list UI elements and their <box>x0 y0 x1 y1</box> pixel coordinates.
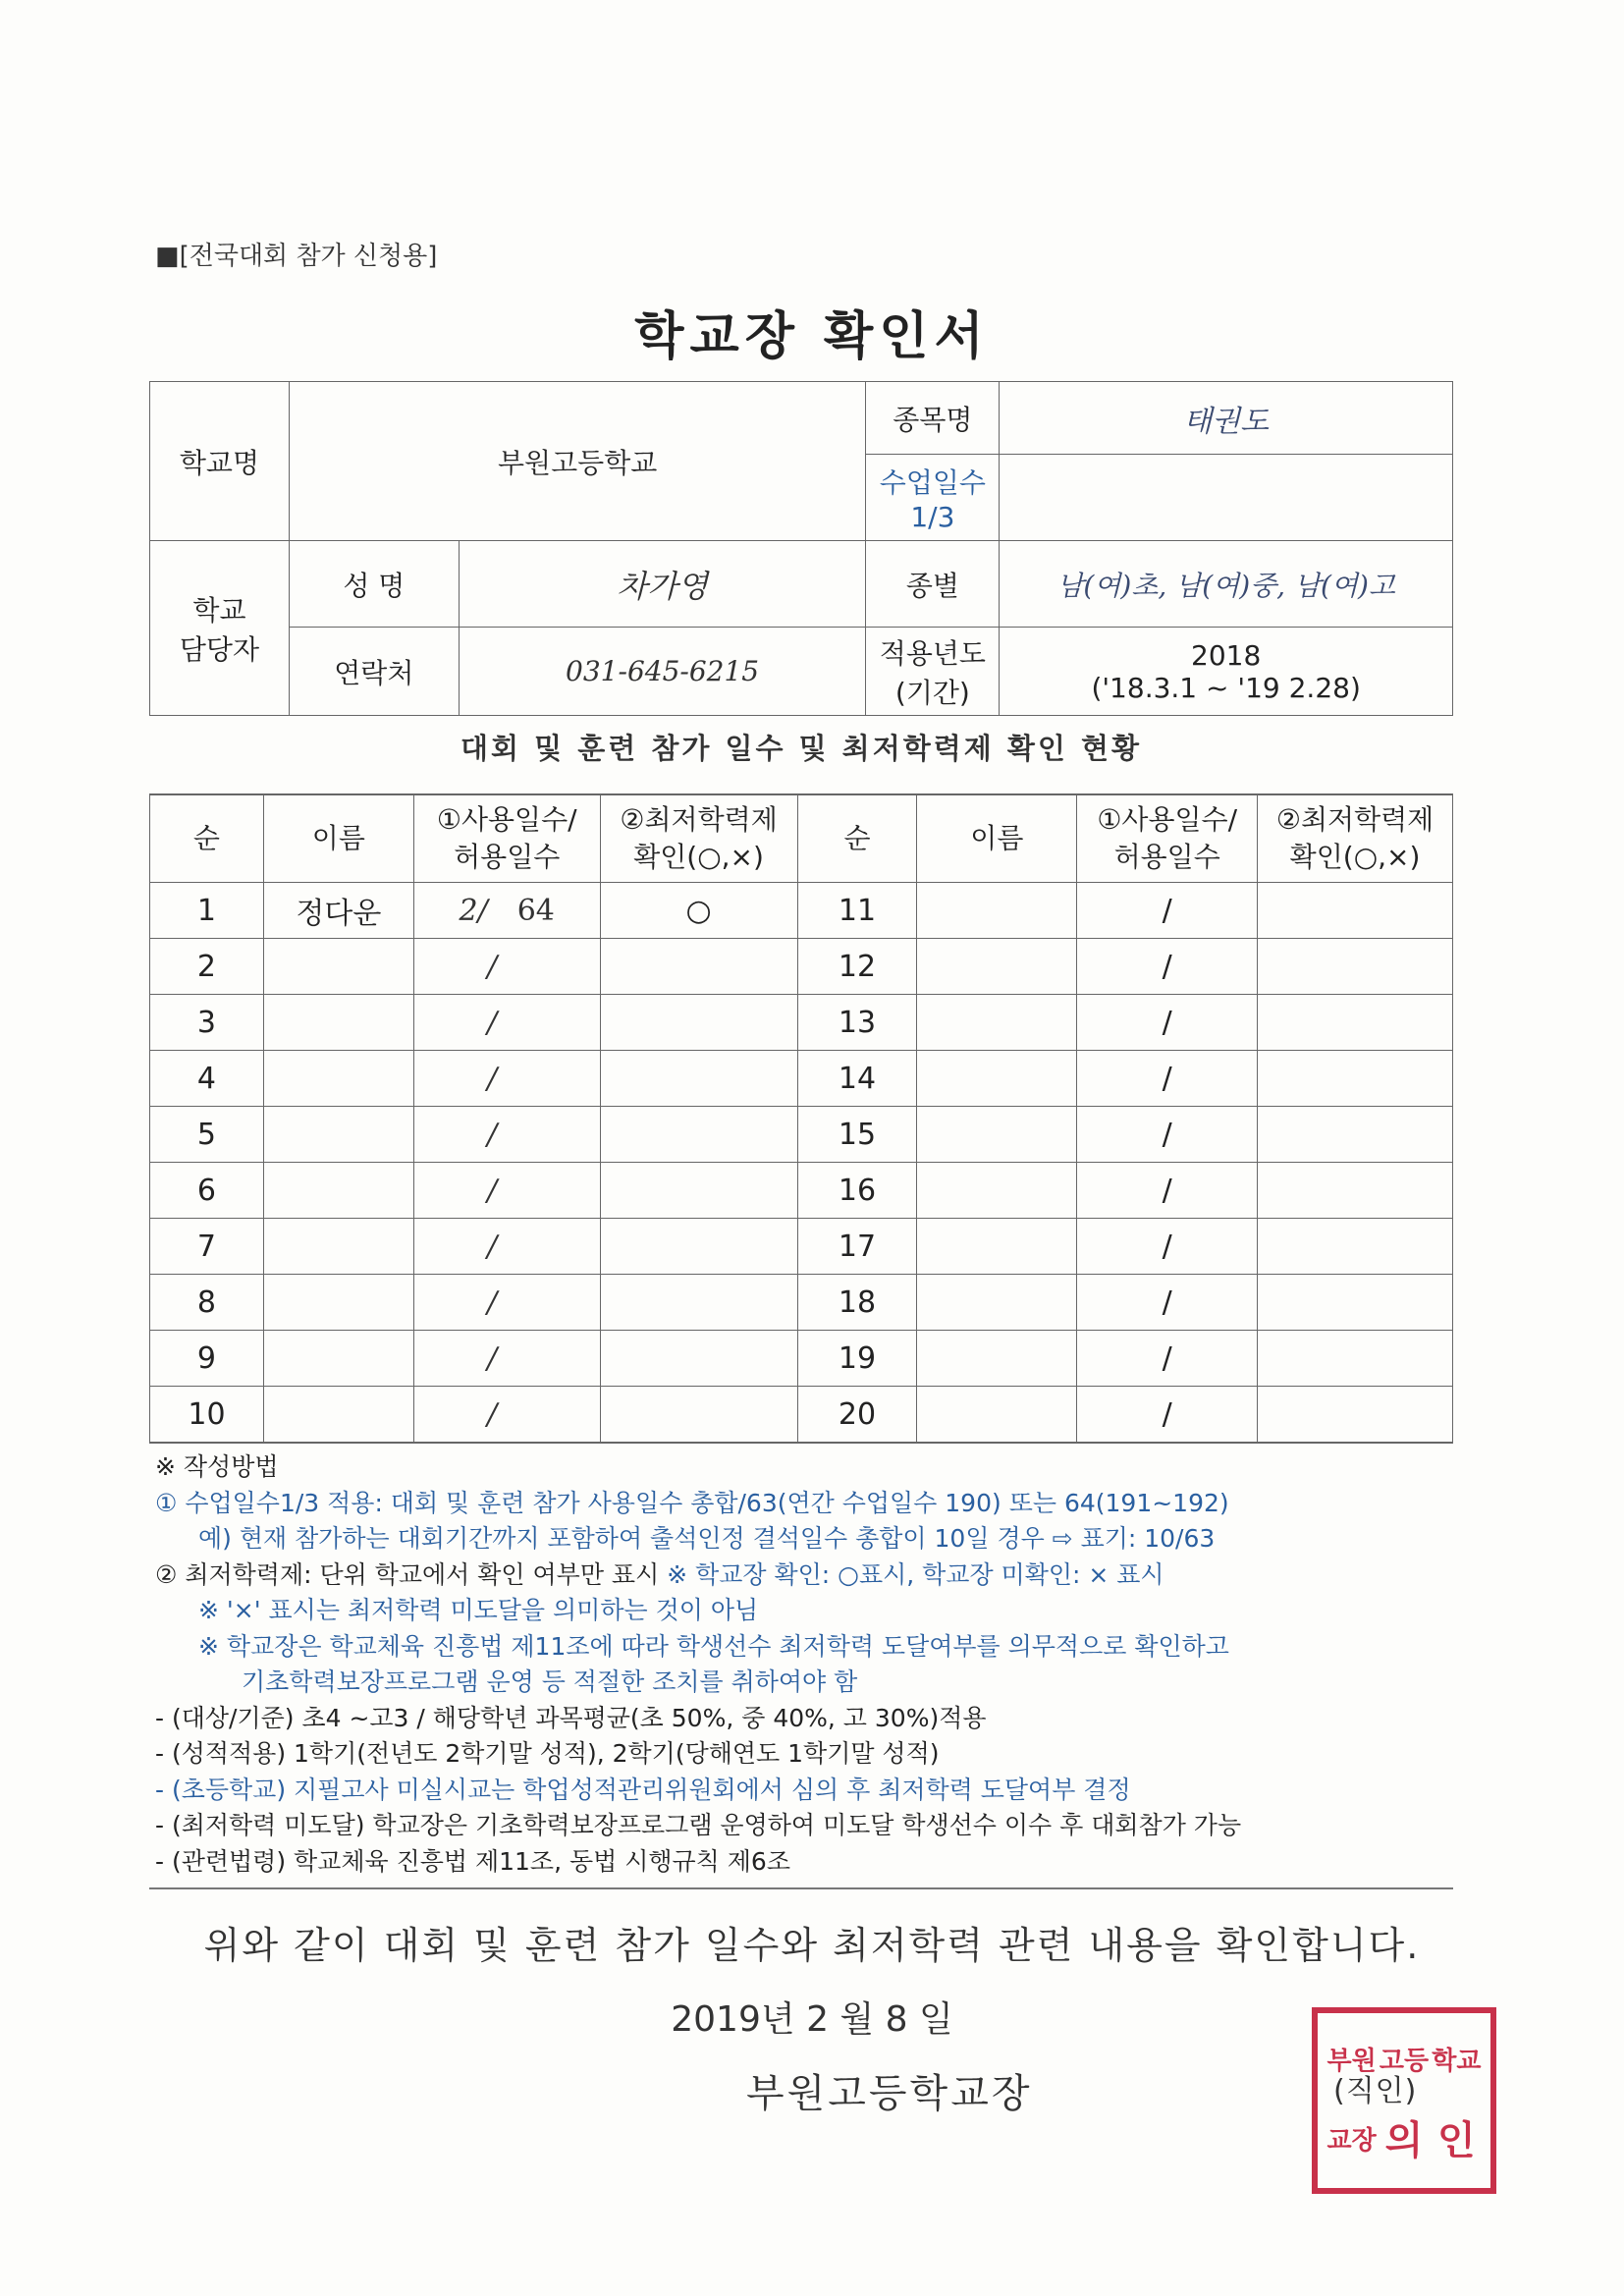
note-1-line1: ① 수업일수1/3 적용: 대회 및 훈련 참가 사용일수 총합/63(연간 수업일수 190) 또는 64(191~192) <box>155 1488 1229 1517</box>
stamp-char: 고등 <box>1379 2046 1430 2076</box>
row-check-2 <box>1258 1275 1453 1331</box>
stamp-char: 부원 <box>1326 2046 1377 2076</box>
category-label: ■[전국대회 참가 신청용] <box>155 242 438 271</box>
year-label <box>866 628 1000 716</box>
row-no-2: 11 <box>797 883 917 939</box>
row-days <box>413 1163 600 1219</box>
row-name-2 <box>917 1275 1077 1331</box>
row-check-2 <box>1258 939 1453 995</box>
row-days-2: / <box>1077 995 1258 1051</box>
col-check-2 <box>1258 794 1453 883</box>
row-name-2 <box>917 939 1077 995</box>
principal-name: 부원고등학교장 <box>746 2071 1033 2116</box>
col-no: 순 <box>150 794 264 883</box>
seal-mark: (직인) <box>1333 2074 1418 2108</box>
row-check-2 <box>1258 995 1453 1051</box>
row-name-2 <box>917 1163 1077 1219</box>
note-3: ※ '×' 표시는 최저학력 미도달을 의미하는 것이 아님 <box>198 1596 759 1624</box>
row-no: 9 <box>150 1331 264 1387</box>
row-check: ○ <box>600 883 797 939</box>
table-row <box>150 1051 1453 1107</box>
row-check-2 <box>1258 1331 1453 1387</box>
table-row <box>150 1275 1453 1331</box>
row-no: 1 <box>150 883 264 939</box>
staff-label-line1: 학교 <box>192 593 246 627</box>
row-days-2: / <box>1077 1275 1258 1331</box>
row-name-2 <box>917 1051 1077 1107</box>
participation-table <box>149 793 1453 1444</box>
note-4-line2: 기초학력보장프로그램 운영 등 적절한 조치를 취하여야 함 <box>242 1667 858 1696</box>
row-check-2 <box>1258 1163 1453 1219</box>
row-no-2: 19 <box>797 1331 917 1387</box>
row-days <box>413 883 600 939</box>
year-period: ('18.3.1 ~ '19 2.28) <box>1091 671 1361 704</box>
row-days <box>413 1275 600 1331</box>
detail-1: - (대상/기준) 초4 ~고3 / 해당학년 과목평균(초 50%, 중 40%, 고 30%)적용 <box>155 1703 987 1732</box>
row-check <box>600 1051 797 1107</box>
row-name <box>263 1051 413 1107</box>
detail-5: - (관련법령) 학교체육 진흥법 제11조, 동법 시행규칙 제6조 <box>155 1846 790 1876</box>
name-label: 성 명 <box>289 541 459 628</box>
row-name: 정다운 <box>263 883 413 939</box>
row-no: 4 <box>150 1051 264 1107</box>
table-row <box>150 883 1453 939</box>
row-no: 2 <box>150 939 264 995</box>
col-days-line1: ①사용일수/ <box>436 803 577 836</box>
col-check-line2: 확인(○,×) <box>633 841 764 873</box>
row-no-2: 20 <box>797 1387 917 1444</box>
row-check <box>600 1275 797 1331</box>
row-days-2: / <box>1077 1387 1258 1444</box>
table-row <box>150 1163 1453 1219</box>
table-row <box>150 1219 1453 1275</box>
staff-name-value: 차가영 <box>459 541 866 628</box>
col-days-2 <box>1077 794 1258 883</box>
days-slash: / <box>487 1340 498 1376</box>
table-row <box>150 1331 1453 1387</box>
days-slash: / <box>487 1229 498 1264</box>
row-name-2 <box>917 995 1077 1051</box>
row-check-2 <box>1258 883 1453 939</box>
col-check-2-line2: 확인(○,×) <box>1289 841 1421 873</box>
table-row <box>150 995 1453 1051</box>
row-name-2 <box>917 1107 1077 1163</box>
table-header-row <box>150 794 1453 883</box>
row-name <box>263 939 413 995</box>
staff-label <box>150 541 290 716</box>
row-name <box>263 1275 413 1331</box>
detail-4: - (최저학력 미도달) 학교장은 기초학력보장프로그램 운영하여 미도달 학생선수 이수 후 대회참가 가능 <box>155 1811 1242 1839</box>
page-title: 학교장 확인서 <box>634 307 990 366</box>
days-used: 2 <box>459 893 478 928</box>
row-no-2: 18 <box>797 1275 917 1331</box>
date-text: 2019년 2 월 8 일 <box>671 1999 953 2040</box>
row-check <box>600 995 797 1051</box>
row-no: 3 <box>150 995 264 1051</box>
col-days-2-line1: ①사용일수/ <box>1097 803 1238 836</box>
days-slash: / <box>487 1005 498 1040</box>
days-slash: / <box>487 1285 498 1320</box>
row-days-2: / <box>1077 1051 1258 1107</box>
row-days <box>413 939 600 995</box>
row-name <box>263 1107 413 1163</box>
row-days <box>413 1331 600 1387</box>
row-name <box>263 1331 413 1387</box>
header-info-table <box>149 381 1453 716</box>
row-check <box>600 1163 797 1219</box>
col-days <box>413 794 600 883</box>
instructions <box>155 1449 1461 1880</box>
contact-value: 031-645-6215 <box>459 628 866 716</box>
note-2-suffix: ※ 학교장 확인: ○표시, 학교장 미확인: × 표시 <box>667 1559 1164 1589</box>
row-check-2 <box>1258 1051 1453 1107</box>
row-days-2: / <box>1077 1163 1258 1219</box>
row-no: 6 <box>150 1163 264 1219</box>
table-row <box>150 939 1453 995</box>
year-value-cell <box>1000 628 1453 716</box>
row-name <box>263 1163 413 1219</box>
note-1-line2: 예) 현재 참가하는 대회기간까지 포함하여 출석인정 결석일수 총합이 10일 경우 ⇨ 표기: 10/63 <box>198 1524 1216 1553</box>
school-name-label: 학교명 <box>150 382 290 541</box>
confirm-text: 위와 같이 대회 및 훈련 참가 일수와 최저학력 관련 내용을 확인합니다. <box>203 1924 1421 1967</box>
row-name-2 <box>917 1387 1077 1444</box>
table-row <box>150 1387 1453 1444</box>
col-no-2: 순 <box>797 794 917 883</box>
note-2 <box>155 1558 1461 1594</box>
detail-3: - (초등학교) 지필고사 미실시교는 학업성적관리위원회에서 심의 후 최저학력 도달여부 결정 <box>155 1775 1131 1804</box>
row-no-2: 16 <box>797 1163 917 1219</box>
note-4-line1: ※ 학교장은 학교체육 진흥법 제11조에 따라 학생선수 최저학력 도달여부를 의무적으로 확인하고 <box>198 1631 1229 1661</box>
row-name <box>263 1387 413 1444</box>
class-days-value <box>1000 455 1453 541</box>
row-no-2: 17 <box>797 1219 917 1275</box>
row-days-2: / <box>1077 883 1258 939</box>
contact-label: 연락처 <box>289 628 459 716</box>
staff-label-line2: 담당자 <box>179 632 260 666</box>
days-slash: / <box>487 949 498 984</box>
col-check-line1: ②최저학력제 <box>620 803 778 836</box>
row-no: 5 <box>150 1107 264 1163</box>
row-name-2 <box>917 1219 1077 1275</box>
row-check-2 <box>1258 1107 1453 1163</box>
days-slash: / <box>487 1117 498 1152</box>
col-name: 이름 <box>263 794 413 883</box>
stamp-char: 의 <box>1384 2117 1424 2163</box>
school-name-value: 부원고등학교 <box>289 382 866 541</box>
col-check <box>600 794 797 883</box>
row-check-2 <box>1258 1219 1453 1275</box>
year-label-line2: (기간) <box>894 676 970 709</box>
class-days-label <box>866 455 1000 541</box>
days-slash: / <box>487 1173 498 1208</box>
row-name <box>263 995 413 1051</box>
divider <box>149 1887 1453 1889</box>
row-check <box>600 1107 797 1163</box>
row-no: 10 <box>150 1387 264 1444</box>
row-days <box>413 1107 600 1163</box>
detail-2: - (성적적용) 1학기(전년도 2학기말 성적), 2학기(당해연도 1학기말 성적) <box>155 1739 940 1768</box>
gender-label: 종별 <box>866 541 1000 628</box>
notes-heading: ※ 작성방법 <box>155 1452 279 1481</box>
stamp-char: 교장 <box>1326 2125 1377 2156</box>
stamp-char: 인 <box>1437 2117 1476 2163</box>
days-allowed: 64 <box>516 893 555 928</box>
days-slash: / <box>487 1396 498 1432</box>
row-no-2: 12 <box>797 939 917 995</box>
row-no-2: 13 <box>797 995 917 1051</box>
days-slash: / <box>487 1061 498 1096</box>
gender-value: 남(여)초, 남(여)중, 남(여)고 <box>1000 541 1453 628</box>
col-name-2: 이름 <box>917 794 1077 883</box>
class-days-label-line2: 1/3 <box>910 501 955 533</box>
row-name-2 <box>917 1331 1077 1387</box>
row-check-2 <box>1258 1387 1453 1444</box>
days-slash: / <box>477 893 488 928</box>
row-no: 8 <box>150 1275 264 1331</box>
row-check <box>600 1387 797 1444</box>
class-days-label-line1: 수업일수 <box>879 466 986 499</box>
row-days <box>413 1219 600 1275</box>
row-name <box>263 1219 413 1275</box>
sport-value: 태권도 <box>1000 382 1453 455</box>
row-days-2: / <box>1077 1331 1258 1387</box>
year-value: 2018 <box>1191 638 1262 672</box>
row-days <box>413 1387 600 1444</box>
row-days-2: / <box>1077 939 1258 995</box>
sport-label: 종목명 <box>866 382 1000 455</box>
row-days-2: / <box>1077 1219 1258 1275</box>
row-check <box>600 939 797 995</box>
row-days-2: / <box>1077 1107 1258 1163</box>
col-days-2-line2: 허용일수 <box>1113 841 1220 873</box>
table-row <box>150 1107 1453 1163</box>
row-no-2: 14 <box>797 1051 917 1107</box>
row-no: 7 <box>150 1219 264 1275</box>
note-2-prefix: ② 최저학력제: 단위 학교에서 확인 여부만 표시 <box>155 1559 660 1589</box>
row-name-2 <box>917 883 1077 939</box>
row-days <box>413 1051 600 1107</box>
col-days-line2: 허용일수 <box>454 841 561 873</box>
row-check <box>600 1219 797 1275</box>
row-days <box>413 995 600 1051</box>
year-label-line1: 적용년도 <box>879 636 986 670</box>
col-check-2-line1: ②최저학력제 <box>1275 803 1435 836</box>
stamp-char: 학교 <box>1432 2046 1482 2076</box>
row-check <box>600 1331 797 1387</box>
row-no-2: 15 <box>797 1107 917 1163</box>
section-title: 대회 및 훈련 참가 일수 및 최저학력제 확인 현황 <box>460 732 1143 765</box>
